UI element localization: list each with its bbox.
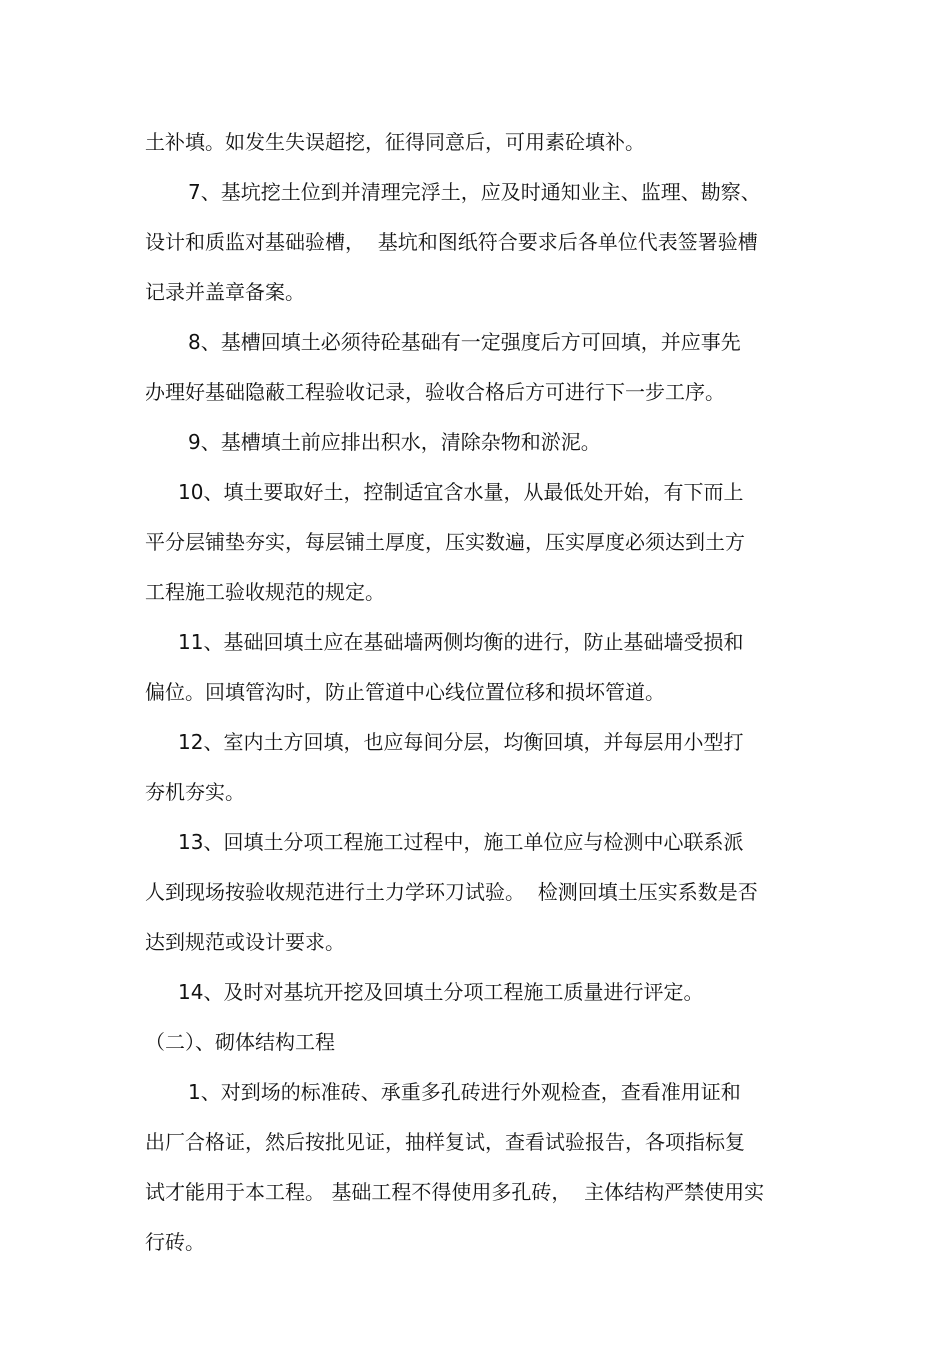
text-line-22: 试才能用于本工程。 基础工程不得使用多孔砖， 主体结构严禁使用实 — [145, 1180, 765, 1204]
text-line-2: 7、基坑挖土位到并清理完浮土，应及时通知业主、监理、勘察、 — [188, 180, 761, 204]
text-line-20: 1、对到场的标准砖、承重多孔砖进行外观检查，查看准用证和 — [188, 1080, 741, 1104]
text-line-8: 10、填土要取好土，控制适宜含水量，从最低处开始，有下而上 — [178, 480, 744, 504]
text-line-9: 平分层铺垫夯实，每层铺土厚度，压实数遍，压实厚度必须达到土方 — [145, 530, 745, 554]
text-line-10: 工程施工验收规范的规定。 — [145, 580, 385, 604]
text-line-13: 12、室内土方回填，也应每间分层，均衡回填，并每层用小型打 — [178, 730, 744, 754]
text-line-21: 出厂合格证，然后按批见证，抽样复试，查看试验报告，各项指标复 — [145, 1130, 745, 1154]
section-heading-masonry: （二）、砌体结构工程 — [145, 1030, 335, 1054]
text-line-4: 记录并盖章备案。 — [145, 280, 305, 304]
text-line-7: 9、基槽填土前应排出积水，清除杂物和淤泥。 — [188, 430, 601, 454]
text-line-18: 14、及时对基坑开挖及回填土分项工程施工质量进行评定。 — [178, 980, 704, 1004]
text-line-16: 人到现场按验收规范进行土力学环刀试验。 检测回填土压实系数是否 — [145, 880, 758, 904]
text-line-6: 办理好基础隐蔽工程验收记录，验收合格后方可进行下一步工序。 — [145, 380, 725, 404]
text-line-11: 11、基础回填土应在基础墙两侧均衡的进行，防止基础墙受损和 — [178, 630, 744, 654]
text-line-17: 达到规范或设计要求。 — [145, 930, 345, 954]
text-line-5: 8、基槽回填土必须待砼基础有一定强度后方可回填，并应事先 — [188, 330, 741, 354]
text-line-14: 夯机夯实。 — [145, 780, 245, 804]
text-line-15: 13、回填土分项工程施工过程中，施工单位应与检测中心联系派 — [178, 830, 744, 854]
text-line-12: 偏位。回填管沟时，防止管道中心线位置位移和损坏管道。 — [145, 680, 665, 704]
text-line-1: 土补填。如发生失误超挖，征得同意后，可用素砼填补。 — [145, 130, 645, 154]
text-line-23: 行砖。 — [145, 1230, 205, 1254]
text-line-3: 设计和质监对基础验槽， 基坑和图纸符合要求后各单位代表签署验槽 — [145, 230, 758, 254]
